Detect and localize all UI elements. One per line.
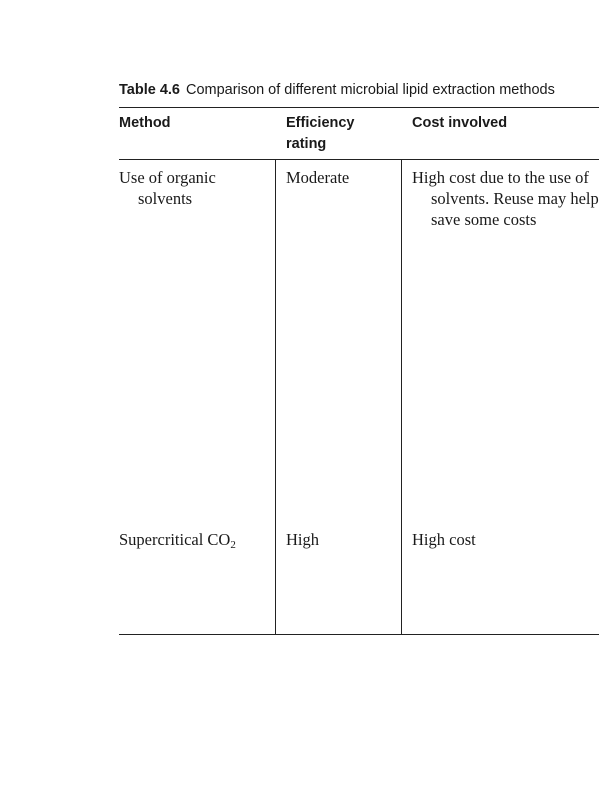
table-row-2-cost: High cost (412, 530, 476, 549)
table-title: Comparison of different microbial lipid extraction methods (185, 82, 555, 98)
header-efficiency-rating: Efficiency rating (286, 115, 355, 152)
table-top-rule (119, 107, 599, 108)
column-divider-2 (401, 160, 402, 634)
table-row-1-efficiency: Moderate (286, 168, 350, 187)
co2-subscript: 2 (230, 539, 236, 551)
column-divider-1 (275, 160, 276, 634)
header-cost-involved: Cost involved (412, 115, 508, 131)
table-bottom-rule (119, 634, 599, 635)
table-label: Table 4.6 (119, 82, 180, 98)
table-row-2-method: Supercritical $CO_2$ (119, 530, 236, 551)
table-caption (119, 80, 555, 100)
header-bottom-rule (119, 159, 599, 160)
header-method: Method (119, 115, 171, 131)
table-row-1-cost: High cost due to the use of solvents. Reuse may help save some costs (412, 168, 599, 229)
table-row-1-method: Use of organic solvents (119, 168, 216, 208)
table-row-2-efficiency: High (286, 530, 319, 549)
